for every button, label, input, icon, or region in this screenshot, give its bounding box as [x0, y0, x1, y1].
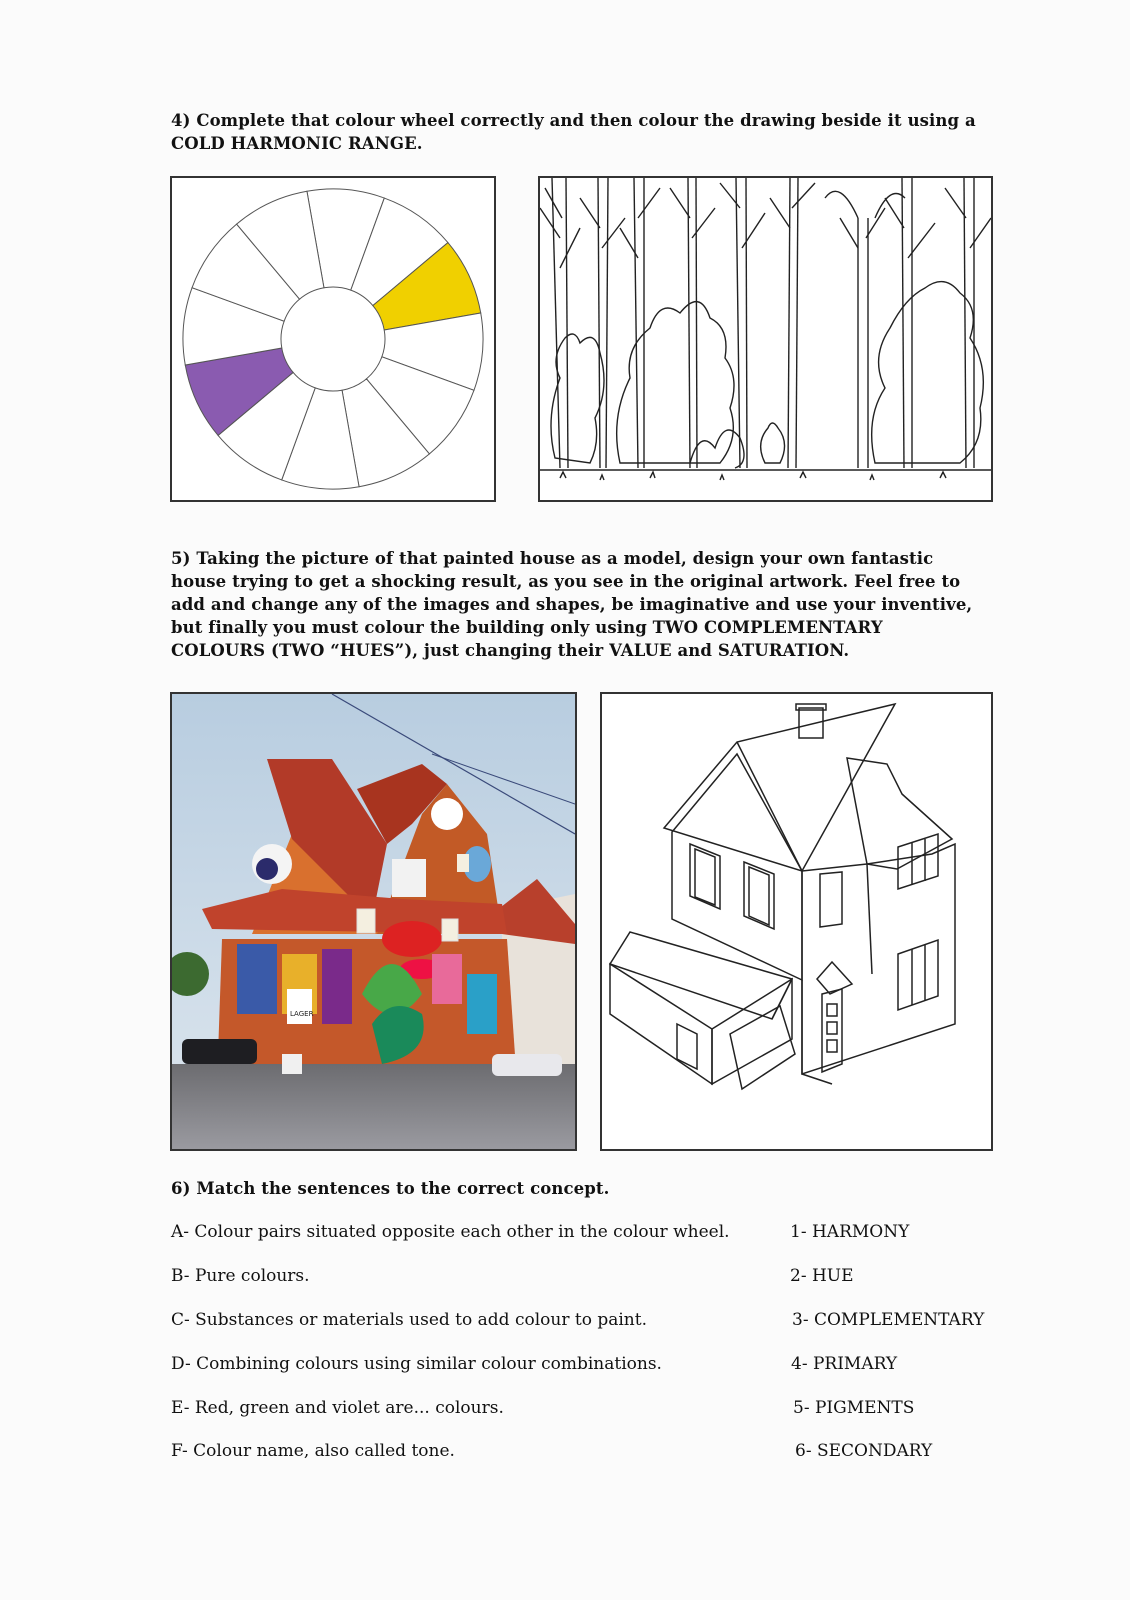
question-5-line-1: 5) Taking the picture of that painted house as a model, design your own fantastic [171, 549, 934, 568]
question-5-text [171, 547, 1001, 662]
question-5-line-5: COLOURS (TWO “HUES”), just changing their VALUE and SATURATION. [171, 641, 850, 660]
concept-2: 2- HUE [790, 1266, 854, 1286]
colour-wheel-box [170, 176, 496, 502]
question-4-text [171, 109, 1001, 155]
house-outline-drawing [600, 692, 993, 1151]
colour-wheel [172, 178, 494, 500]
concept-3: 3- COMPLEMENTARY [792, 1310, 985, 1330]
question-5-line-2: house trying to get a shocking result, as you see in the original artwork. Feel free to [171, 572, 961, 591]
sentence-b: B- Pure colours. [171, 1266, 310, 1286]
forest-monsters-drawing [538, 176, 993, 502]
sentence-e: E- Red, green and violet are... colours. [171, 1398, 504, 1418]
sentence-c: C- Substances or materials used to add colour to paint. [171, 1310, 647, 1330]
concept-5: 5- PIGMENTS [793, 1398, 915, 1418]
concept-4: 4- PRIMARY [791, 1354, 898, 1374]
question-6-title: 6) Match the sentences to the correct concept. [171, 1179, 610, 1198]
graffiti-house-image [172, 694, 575, 1149]
concept-6: 6- SECONDARY [795, 1441, 933, 1461]
question-4-line-1: 4) Complete that colour wheel correctly and then colour the drawing beside it using a [171, 111, 976, 130]
painted-house-photo [170, 692, 577, 1151]
house-line-art [602, 694, 991, 1149]
sentence-f: F- Colour name, also called tone. [171, 1441, 455, 1461]
forest-line-art [540, 178, 991, 500]
question-5-line-4: but finally you must colour the building only using TWO COMPLEMENTARY [171, 618, 883, 637]
question-4-line-2: COLD HARMONIC RANGE. [171, 134, 423, 153]
sentence-d: D- Combining colours using similar colour combinations. [171, 1354, 662, 1374]
sign-text: LAGER [290, 1010, 314, 1018]
sentence-a: A- Colour pairs situated opposite each other in the colour wheel. [171, 1222, 730, 1242]
question-5-line-3: add and change any of the images and shapes, be imaginative and use your inventive, [171, 595, 973, 614]
concept-1: 1- HARMONY [790, 1222, 910, 1242]
